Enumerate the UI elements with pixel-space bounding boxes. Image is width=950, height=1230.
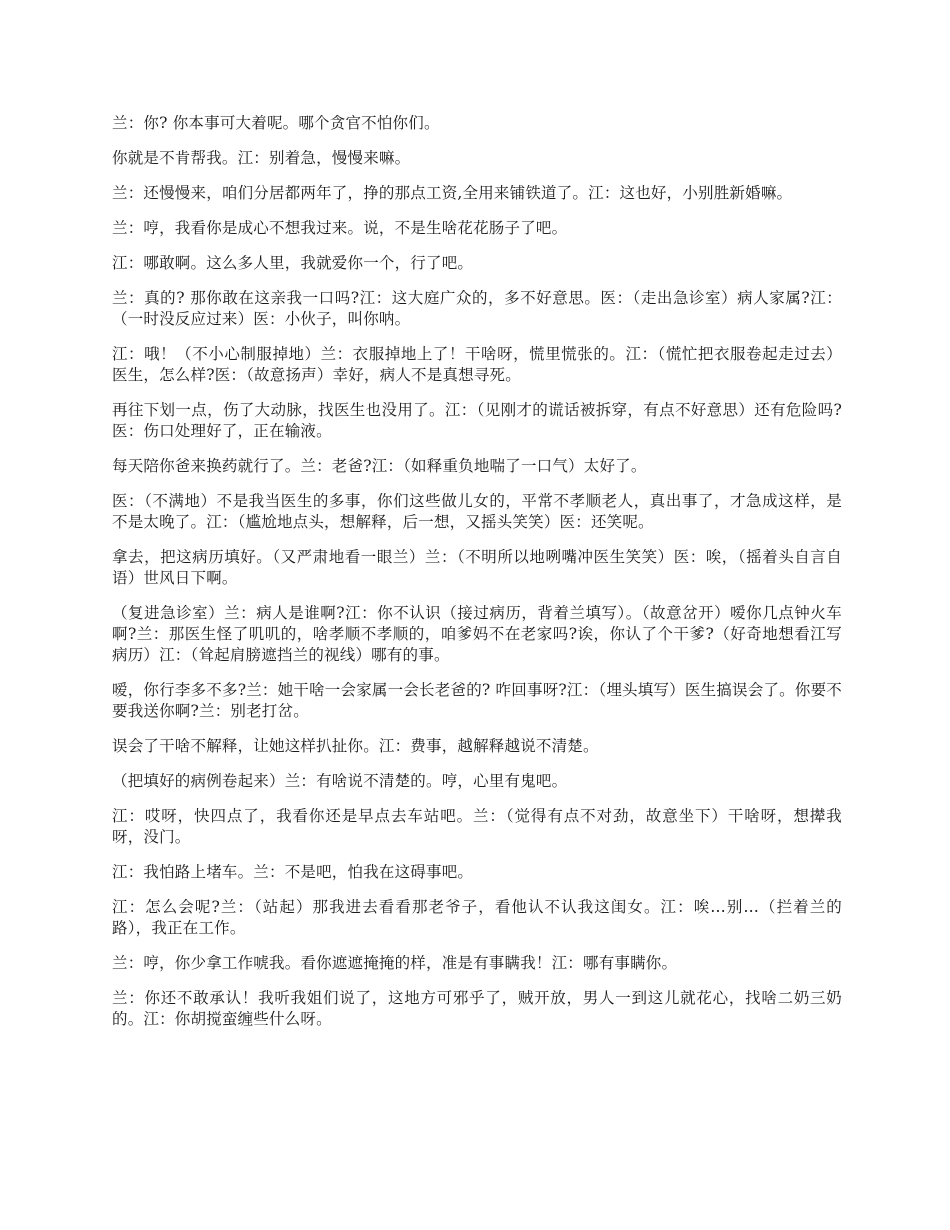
paragraph: 嗳，你行李多不多?兰：她干啥一会家属一会长老爸的? 咋回事呀?江：（埋头填写）医生搞误会了。你要不要我送你啊?兰：别老打岔。	[112, 681, 842, 720]
paragraph: 误会了干啥不解释，让她这样扒扯你。江：费事，越解释越说不清楚。	[112, 737, 599, 755]
paragraph: （把填好的病例卷起来）兰：有啥说不清楚的。哼，心里有鬼吧。	[112, 772, 568, 790]
paragraph: 拿去，把这病历填好。（又严肃地看一眼兰）兰：（不明所以地咧嘴冲医生笑笑）医：唉，（摇着头自言自语）世风日下啊。	[112, 548, 842, 587]
paragraph: 江：我怕路上堵车。兰：不是吧，怕我在这碍事吧。	[112, 863, 474, 881]
paragraph: 江：怎么会呢?兰：（站起）那我进去看看那老爷子，看他认不认我这闺女。江：唉…别…（拦着兰的路），我正在工作。	[112, 898, 842, 937]
paragraph: 医：（不满地）不是我当医生的多事，你们这些做儿女的，平常不孝顺老人，真出事了，才急成这样，是不是太晚了。江：（尴尬地点头，想解释，后一想，又摇头笑笑）医：还笑呢。	[112, 492, 842, 531]
paragraph: 兰：你还不敢承认！我听我姐们说了，这地方可邪乎了，贼开放，男人一到这儿就花心，找啥二奶三奶的。江：你胡搅蛮缠些什么呀。	[112, 989, 842, 1028]
paragraph: 江：哪敢啊。这么多人里，我就爱你一个，行了吧。	[112, 254, 474, 272]
paragraph: 再往下划一点，伤了大动脉，找医生也没用了。江：（见刚才的谎话被拆穿，有点不好意思）还有危险吗?医：伤口处理好了，正在输液。	[112, 401, 842, 440]
paragraph: 你就是不肯帮我。江：别着急，慢慢来嘛。	[112, 149, 411, 167]
paragraph: 每天陪你爸来换药就行了。兰：老爸?江：（如释重负地喘了一口气）太好了。	[112, 457, 647, 475]
paragraph: 兰：哼，我看你是成心不想我过来。说，不是生啥花花肠子了吧。	[112, 219, 568, 237]
paragraph: 兰：还慢慢来，咱们分居都两年了，挣的那点工资,全用来铺铁道了。江：这也好，小别胜新婚嘛。	[112, 184, 793, 202]
paragraph: 江：哎呀，快四点了，我看你还是早点去车站吧。兰：（觉得有点不对劲，故意坐下）干啥呀，想撵我呀，没门。	[112, 807, 842, 846]
document-body	[112, 113, 842, 1044]
paragraph: 兰：哼，你少拿工作唬我。看你遮遮掩掩的样，准是有事瞒我！江：哪有事瞒你。	[112, 954, 678, 972]
paragraph: 江：哦！（不小心制服掉地）兰：衣服掉地上了！干啥呀，慌里慌张的。江：（慌忙把衣服卷起走过去）医生，怎么样?医：（故意扬声）幸好，病人不是真想寻死。	[112, 345, 842, 384]
paragraph: （复进急诊室）兰：病人是谁啊?江：你不认识（接过病历，背着兰填写）。（故意岔开）嗳你几点钟火车啊?兰：那医生怪了叽叽的，啥孝顺不孝顺的，咱爹妈不在老家吗?诶，你认了个干爹?（好奇地想看江写病历）江：（耸起肩膀遮挡兰的视线）哪有的事。	[112, 604, 842, 664]
paragraph: 兰：真的? 那你敢在这亲我一口吗?江：这大庭广众的，多不好意思。医：（走出急诊室）病人家属?江：（一时没反应过来）医：小伙子，叫你呐。	[112, 289, 842, 328]
paragraph: 兰：你? 你本事可大着呢。哪个贪官不怕你们。	[112, 114, 440, 132]
